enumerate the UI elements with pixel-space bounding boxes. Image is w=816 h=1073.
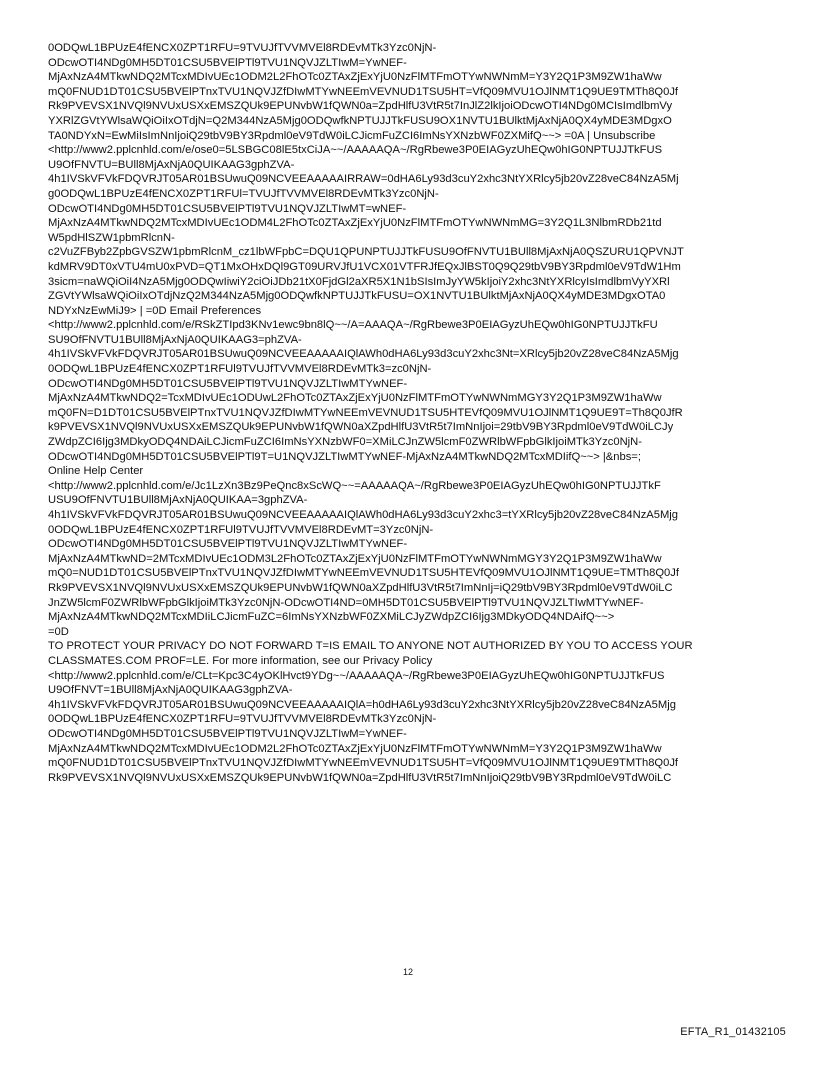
text-line: Rk9PVEVSX1NVQl9NVUxUSXxEMSZQUk9EPUNvbW1fQWN0a=ZpdHlfU3VtR5t7ImNnIjoiQ29tbV9BY3Rpdml0eV9TdW0iLC [48,771,672,784]
text-line: MjAxNzA4MTkwNDQ2MTcxMDIvUEc1ODM2L2FhOTc0ZTAxZjExYjU0NzFlMTFmOTYwNWNmM=Y3Y2Q1P3M9ZW1haWw [48,71,662,84]
text-line: 4h1IVSkVFVkFDQVRJT05AR01BSUwuQ09NCVEEAAAAAIQlAWh0dHA6Ly93d3cuY2xhc3Nt=XRlcy5jb20vZ28veC84NzA5Mjg [48,348,679,361]
text-line: 4h1IVSkVFVkFDQVRJT05AR01BSUwuQ09NCVEEAAAAAIRRAW=0dHA6Ly93d3cuY2xhc3NtYXRlcy5jb20vZ28veC84NzA5Mj [48,173,679,186]
text-line: YXRlZGVtYWlsaWQiOiIxOTdjN=Q2M344NzA5Mjg0ODQwfkNPTUJJTkFUSU9OX1NVTU1BUlktMjAxNjA0QX4yMDE3MDgxO [48,114,672,127]
text-line: kdMRV9DT0xVTU4mU0xPVD=QT1MxOHxDQl9GT09URVJfU1VCX01VTFRJfEQxJlBST0Q9Q29tbV9BY3Rpdml0eV9TdW1Hm [48,260,681,273]
text-line: 0ODQwL1BPUzE4fENCX0ZPT1RFUl9TVUJfTVVMVEl8RDEvMTk3=zc0NjN- [48,363,432,376]
text-line: MjAxNzA4MTkwNDQ2MTcxMDIiLCJicmFuZC=6ImNsYXNzbWF0ZXMiLCJyZWdpZCI6Ijg3MDkyODQ4NDAifQ~~> [48,611,615,624]
text-line: ZWdpZCI6Ijg3MDkyODQ4NDAiLCJicmFuZCI6ImNsYXNzbWF0=XMiLCJnZW5lcmF0ZWRlbWFpbGlkIjoiMTk3Yzc0NjN- [48,436,642,449]
text-line: k9PVEVSX1NVQl9NVUxUSXxEMSZQUk9EPUNvbW1fQWN0aXZpdHlfU3VtR5t7ImNnIjoi=29tbV9BY3Rpdml0eV9TdW0iLCJy [48,421,674,434]
text-line: =0D [48,625,69,638]
page-number: 12 [402,967,413,977]
text-line: MjAxNzA4MTkwNDQ2MTcxMDIvUEc1ODM2L2FhOTc0ZTAxZjExYjU0NzFlMTFmOTYwNWNmM=Y3Y2Q1P3M9ZW1haWw [48,742,662,755]
text-line: SU9OfFNVTU1BUll8MjAxNjA0QUIKAAG3=phZVA- [48,333,302,346]
text-line: USU9OfFNVTU1BUll8MjAxNjA0QUIKAA=3gphZVA- [48,494,308,507]
text-line: U9OfFNVTU=BUll8MjAxNjA0QUIKAAG3gphZVA- [48,158,295,171]
text-line: ODcwOTI4NDg0MH5DT01CSU5BVElPTl9TVU1NQVJZLTIwM=YwNEF- [48,56,407,69]
text-line: ODcwOTI4NDg0MH5DT01CSU5BVElPTl9TVU1NQVJZLTIwMT=wNEF- [48,202,407,215]
text-line: mQ0FNUD1DT01CSU5BVElPTnxTVU1NQVJZfDIwMTYwNEEmVEVNUD1TSU5HT=VfQ09MVU1OJlNMT1Q9UE9TMTh8Q0Jf [48,757,679,770]
text-line: mQ0FN=D1DT01CSU5BVElPTnxTVU1NQVJZfDIwMTYwNEEmVEVNUD1TSU5HTEVfQ09MVU1OJlNMT1Q9UE9T=Th8Q0JfR [48,406,683,419]
text-line: <http://www2.pplcnhld.com/e/Jc1LzXn3Bz9PeQnc8xScWQ~~=AAAAAQA~/RgRbewe3P0EIAGyzUhEQw0hIG0NPTUJJTkF [48,479,661,492]
text-line: <http://www2.pplcnhld.com/e/RSkZTIpd3KNv1ewc9bn8lQ~~/A=AAAQA~/RgRbewe3P0EIAGyzUhEQw0hIG0NPTUJJTkFU [48,319,658,332]
text-line: ODcwOTI4NDg0MH5DT01CSU5BVElPTl9TVU1NQVJZLTIwMTYwNEF- [48,538,408,551]
text-line: U9OfFNVT=1BUll8MjAxNjA0QUIKAAG3gphZVA- [48,684,293,697]
text-line: 0ODQwL1BPUzE4fENCX0ZPT1RFU=9TVUJfTVVMVEl8RDEvMTk3Yzc0NjN- [48,713,437,726]
text-line: CLASSMATES.COM PROF=LE. For more information, see our Privacy Policy [48,654,433,667]
text-line: 0ODQwL1BPUzE4fENCX0ZPT1RFU=9TVUJfTVVMVEl8RDEvMTk3Yzc0NjN- [48,42,437,54]
text-line: JnZW5lcmF0ZWRlbWFpbGlkIjoiMTk3Yzc0NjN-ODcwOTI4ND=0MH5DT01CSU5BVElPTl9TVU1NQVJZLTIwMTYwNEF- [48,596,644,609]
text-line: TO PROTECT YOUR PRIVACY DO NOT FORWARD T=IS EMAIL TO ANYONE NOT AUTHORIZED BY YOU TO ACCESS YOUR [48,640,693,653]
text-line: ODcwOTI4NDg0MH5DT01CSU5BVElPTl9TVU1NQVJZLTIwM=YwNEF- [48,727,407,740]
text-line: Rk9PVEVSX1NVQl9NVUxUSXxEMSZQUk9EPUNvbW1fQWN0a=ZpdHlfU3VtR5t7InJlZ2lkIjoiODcwOTI4NDg0MCIsImdlbmVy [48,100,673,113]
text-line: mQ0=NUD1DT01CSU5BVElPTnxTVU1NQVJZfDIwMTYwNEEmVEVNUD1TSU5HTEVfQ09MVU1OJlNMT1Q9UE=TMTh8Q0Jf [48,567,679,580]
text-line: ZGVtYWlsaWQiOiIxOTdjNzQ2M344NzA5Mjg0ODQwfkNPTUJJTkFUSU=OX1NVTU1BUlktMjAxNjA0QX4yMDE3MDgxOTA0 [48,290,666,303]
text-line: ODcwOTI4NDg0MH5DT01CSU5BVElPTl9TVU1NQVJZLTIwMTYwNEF- [48,377,408,390]
text-line: W5pdHlSZW1pbmRlcnN- [48,231,175,244]
text-line: MjAxNzA4MTkwNDQ2MTcxMDIvUEc1ODM4L2FhOTc0ZTAxZjExYjU0NzFlMTFmOTYwNWNmMG=3Y2Q1L3NlbmRDb21td [48,217,662,230]
text-line: 3sicm=naWQiOiI4NzA5Mjg0ODQwIiwiY2ciOiJDb21tX0FjdGl2aXR5X1N1bSIsImJyYW5kIjoiY2xhc3NtYXRlcyIsImdlbmVyYXRl [48,275,670,288]
text-line: MjAxNzA4MTkwND=2MTcxMDIvUEc1ODM3L2FhOTc0ZTAxZjExYjU0NzFlMTFmOTYwNWNmMGY3Y2Q1P3M9ZW1haWw [48,552,662,565]
text-line: NDYxNzEwMiJ9> | =0D Email Preferences [48,304,262,317]
document-id-stamp: EFTA_R1_01432105 [680,1026,786,1038]
text-line: 4h1IVSkVFVkFDQVRJT05AR01BSUwuQ09NCVEEAAAAAIQlAWh0dHA6Ly93d3cuY2xhc3=tYXRlcy5jb20vZ28veC84NzA5Mjg [48,509,678,521]
text-line: MjAxNzA4MTkwNDQ2=TcxMDIvUEc1ODUwL2FhOTc0ZTAxZjExYjU0NzFlMTFmOTYwNWNmMGY3Y2Q1P3M9ZW1haWw [48,392,662,405]
text-line: mQ0FNUD1DT01CSU5BVElPTnxTVU1NQVJZfDIwMTYwNEEmVEVNUD1TSU5HT=VfQ09MVU1OJlNMT1Q9UE9TMTh8Q0Jf [48,85,679,98]
text-line: <http://www2.pplcnhld.com/e/CLt=Kpc3C4yOKlHvct9YDg~~/AAAAAQA~/RgRbewe3P0EIAGyzUhEQw0hIG0NPTUJJTkFUS [48,669,665,682]
text-line: ODcwOTI4NDg0MH5DT01CSU5BVElPTl9T=U1NQVJZLTIwMTYwNEF-MjAxNzA4MTkwNDQ2MTcxMDIifQ~~> |&nbs=; [48,450,641,463]
text-line: Rk9PVEVSX1NVQl9NVUxUSXxEMSZQUk9EPUNvbW1fQWN0aXZpdHlfU3VtR5t7ImNnIj=iQ29tbV9BY3Rpdml0eV9TdW0iLC [48,581,673,594]
text-line: <http://www2.pplcnhld.com/e/ose0=5LSBGC08lE5txCiJA~~/AAAAAQA~/RgRbewe3P0EIAGyzUhEQw0hIG0NPTUJJTkFUS [48,144,663,157]
text-line: Online Help Center [48,465,144,478]
text-line: c2VuZFByb2ZpbGVSZW1pbmRlcnM_cz1lbWFpbC=DQU1QPUNPTUJJTkFUSU9OfFNVTU1BUll8MjAxNjA0QSZURU1QPVNJT [48,246,684,259]
text-line: TA0NDYxN=EwMiIsImNnIjoiQ29tbV9BY3Rpdml0eV9TdW0iLCJicmFuZCI6ImNsYXNzbWF0ZXMifQ~~> =0A | Unsubscribe [48,129,656,142]
email-body-text [48,41,770,785]
text-line: g0ODQwL1BPUzE4fENCX0ZPT1RFUl=TVUJfTVVMVEl8RDEvMTk3Yzc0NjN- [48,187,439,200]
text-line: 0ODQwL1BPUzE4fENCX0ZPT1RFUl9TVUJfTVVMVEl8RDEvMT=3Yzc0NjN- [48,523,434,536]
text-line: 4h1IVSkVFVkFDQVRJT05AR01BSUwuQ09NCVEEAAAAAIQlA=h0dHA6Ly93d3cuY2xhc3NtYXRlcy5jb20vZ28veC84NzA5Mjg [48,698,676,711]
